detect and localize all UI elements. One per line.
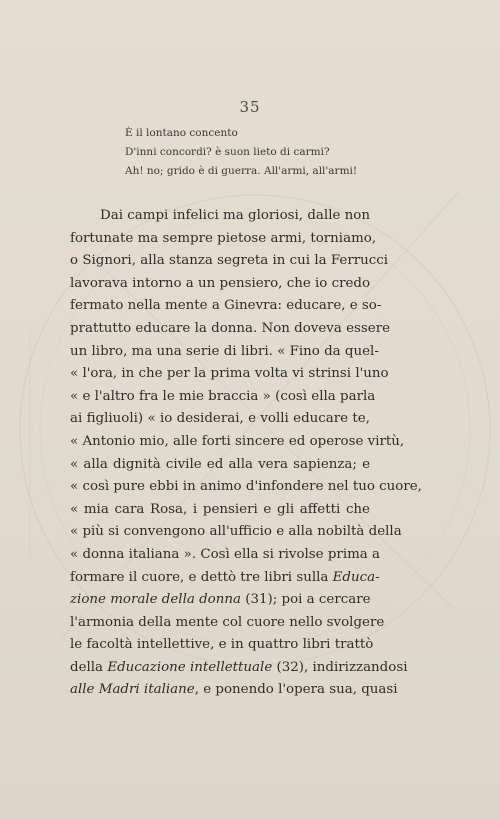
prose-text: della <box>70 659 108 675</box>
prose-line <box>70 318 391 341</box>
prose-line <box>70 612 385 635</box>
prose-line <box>70 589 370 612</box>
verse-line: Ah! no; grido è di guerra. All'armi, all'armi! <box>125 165 358 177</box>
prose-line <box>70 295 382 318</box>
prose-text: « così pure ebbi in animo d'infondere nel tuo cuore, <box>70 479 422 495</box>
prose-text: Dai campi infelici ma gloriosi, dalle non <box>100 208 370 223</box>
prose-line <box>70 679 398 702</box>
prose-text: « donna italiana ». Così ella si rivolse prima a <box>70 546 381 562</box>
prose-line <box>70 499 370 522</box>
prose-text: prattutto educare la donna. Non doveva essere <box>70 320 391 336</box>
prose-text: l'armonia della mente col cuore nello svolgere <box>70 614 385 630</box>
italic-title-text: Educa- <box>332 569 380 585</box>
verse-line: È il lontano concento <box>125 127 238 139</box>
prose-line <box>70 544 381 567</box>
prose-line <box>70 521 402 544</box>
prose-text: (32), indirizzandosi <box>272 659 408 675</box>
prose-text: « Antonio mio, alle forti sincere ed operose virtù, <box>70 433 405 449</box>
prose-line <box>70 205 370 228</box>
prose-text: le facoltà intellettive, e in quattro libri trattò <box>70 637 374 653</box>
prose-text: (31); poi a cercare <box>240 592 371 608</box>
prose-line <box>70 386 376 409</box>
prose-line <box>70 634 374 657</box>
prose-line <box>70 431 405 454</box>
prose-line <box>70 228 377 251</box>
prose-line <box>70 341 379 364</box>
prose-line <box>70 408 370 431</box>
prose-text: lavorava intorno a un pensiero, che io credo <box>70 275 371 291</box>
prose-line <box>70 363 389 386</box>
prose-line <box>70 454 370 477</box>
prose-line <box>70 476 422 499</box>
verse-line: D'inni concordi? è suon lieto di carmi? <box>125 146 330 158</box>
italic-title-text: zione morale della donna <box>70 592 241 608</box>
verse-quotation <box>125 124 385 181</box>
prose-text: « l'ora, in che per la prima volta vi strinsi l'uno <box>70 366 389 382</box>
prose-line <box>70 567 380 590</box>
prose-text: o Signori, alla stanza segreta in cui la Ferrucci <box>70 253 389 269</box>
page-number: 35 <box>239 98 261 116</box>
prose-paragraph <box>70 205 422 702</box>
prose-line <box>70 250 389 273</box>
prose-text: ai figliuoli) « io desiderai, e volli educare te, <box>70 411 370 427</box>
prose-text: formare il cuore, e dettò tre libri sulla <box>70 569 333 585</box>
italic-title-text: Educazione intellettuale <box>107 659 273 675</box>
prose-line <box>70 657 408 680</box>
prose-text: fortunate ma sempre pietose armi, torniamo, <box>70 230 377 246</box>
prose-text: fermato nella mente a Ginevra: educare, e so- <box>70 298 382 314</box>
prose-text: « mia cara Rosa, i pensieri e gli affetti che <box>70 501 370 517</box>
prose-text: « e l'altro fra le mie braccia » (così ella parla <box>70 388 376 404</box>
prose-text: « più si convengono all'ufficio e alla nobiltà della <box>70 524 402 540</box>
prose-line <box>70 273 370 296</box>
prose-text: « alla dignità civile ed alla vera sapienza; e <box>70 456 370 472</box>
prose-text: , e ponendo l'opera sua, quasi <box>194 682 398 698</box>
prose-text: un libro, ma una serie di libri. « Fino da quel- <box>70 343 379 359</box>
italic-title-text: alle Madri italiane <box>70 682 195 698</box>
